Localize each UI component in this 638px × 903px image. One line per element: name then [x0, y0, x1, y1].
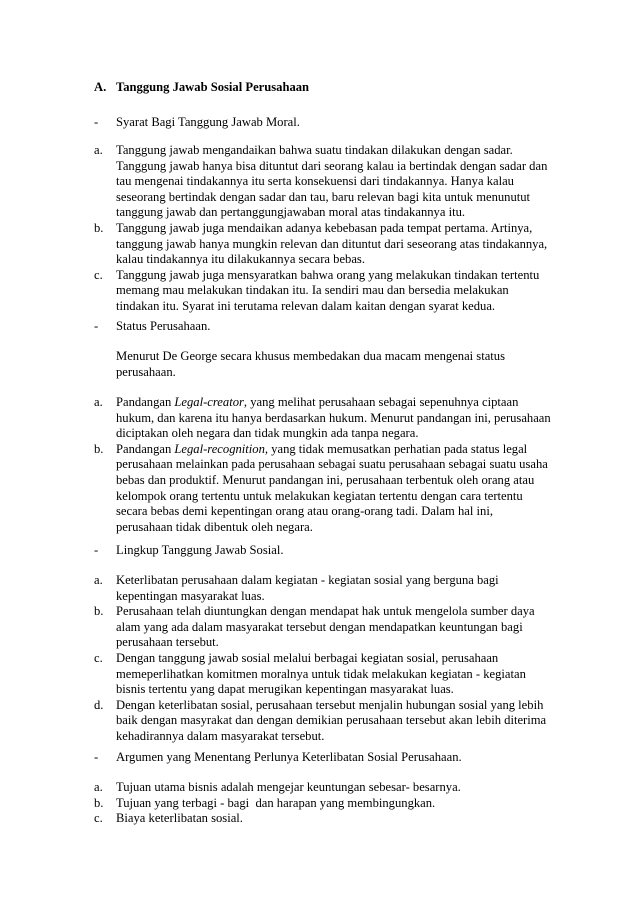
intro-line: perusahaan.: [116, 364, 176, 379]
paragraph-line: bebas dan produktif. Menurut pandangan ini, perusahaan terbentuk oleh orang atau: [116, 473, 535, 487]
paragraph-line: Tujuan utama bisnis adalah mengejar keuntungan sebesar- besarnya.: [116, 780, 461, 794]
paragraph-line: kepentingan masyarakat luas.: [116, 588, 265, 603]
text-suffix: yang tidak memusatkan perhatian pada status legal: [268, 441, 528, 456]
list-marker-b: b.: [94, 604, 104, 619]
paragraph-line: secara bebas demi kepentingan orang atau orang-orang tadi. Dalam hal ini,: [116, 504, 493, 519]
paragraph-line: seseorang bertindak dengan sadar dan tau, baru relevan bagi kita untuk menunutut: [116, 189, 531, 204]
subsection-title-lingkup: Lingkup Tanggung Jawab Sosial.: [116, 543, 284, 557]
section-heading: Tanggung Jawab Sosial Perusahaan: [116, 80, 310, 94]
text-suffix: , yang melihat perusahaan sebagai sepenuhnya ciptaan: [243, 395, 519, 409]
subsection-bullet: -: [94, 115, 99, 129]
paragraph-line: bisnis tertentu yang dapat merugikan kepentingan masyarakat luas.: [116, 682, 454, 697]
paragraph-line: perusahaan melainkan pada perusahaan sebagai suatu perusahaan sebagai suatu usaha: [116, 457, 548, 472]
paragraph-line: Tujuan yang terbagi - bagi dan harapan yang membingungkan.: [116, 795, 436, 810]
paragraph-line: kehadirannya dalam masyarakat tersebut.: [116, 729, 325, 743]
subsection-bullet: -: [94, 750, 99, 764]
intro-line: Menurut De George secara khusus membedakan dua macam mengenai status: [116, 349, 505, 363]
list-marker-b: b.: [94, 795, 104, 810]
paragraph-line: perusahaan tidak dibentuk oleh negara.: [116, 519, 313, 534]
paragraph-line: tanggung jawab dan pertanggungjawaban moral atas tindakannya itu.: [116, 205, 466, 220]
paragraph-line: Dengan tanggung jawab sosial melalui berbagai kegiatan sosial, perusahaan: [116, 651, 499, 665]
paragraph-line: tanggung jawab hanya mungkin relevan dan dituntut dari seseorang atas tindakannya,: [116, 236, 548, 251]
term-legal-creator: Legal-creator: [174, 395, 244, 409]
paragraph-line: Tanggung jawab mengandaikan bahwa suatu tindakan dilakukan dengan sadar.: [116, 143, 513, 157]
paragraph-line: tindakan itu. Syarat ini terutama relevan dalam kaitan dengan syarat kedua.: [116, 299, 496, 313]
list-marker-a: a.: [94, 395, 103, 409]
section-heading-marker: A.: [94, 80, 107, 94]
list-marker-a: a.: [94, 573, 103, 587]
subsection-title-syarat: Syarat Bagi Tanggung Jawab Moral.: [116, 115, 300, 129]
paragraph-line: kelompok orang tertentu untuk melakukan kegiatan tertentu dengan cara tertentu: [116, 488, 523, 503]
list-marker-d: d.: [94, 697, 104, 712]
paragraph-line: alam yang ada dalam masyarakat tersebut dengan mendapatkan keuntungan bagi: [116, 619, 523, 634]
paragraph-line: Tanggung jawab juga mensyaratkan bahwa orang yang melakukan tindakan tertentu: [116, 267, 540, 282]
paragraph-line: Dengan keterlibatan sosial, perusahaan tersebut menjalin hubungan sosial yang lebih: [116, 697, 544, 712]
paragraph-line: tau mengenai tindakannya itu serta konsekuensi dari tindakannya. Hanya kalau: [116, 174, 514, 189]
list-marker-c: c.: [94, 651, 103, 665]
list-marker-a: a.: [94, 143, 103, 157]
paragraph-line: memang mau melakukan tindakan itu. Ia sendiri mau dan bersedia melakukan: [116, 283, 509, 298]
text-prefix: Pandangan: [116, 441, 175, 456]
subsection-title-status: Status Perusahaan.: [116, 319, 211, 333]
term-legal-recognition: Legal-recognition,: [174, 441, 269, 456]
list-marker-a: a.: [94, 780, 103, 794]
paragraph-line: diciptakan oleh negara dan tidak mungkin ada tanpa negara.: [116, 426, 419, 441]
paragraph-line: Keterlibatan perusahaan dalam kegiatan - kegiatan sosial yang berguna bagi: [116, 573, 499, 587]
paragraph-line: Biaya keterlibatan sosial.: [116, 811, 243, 826]
paragraph-line: Perusahaan telah diuntungkan dengan mendapat hak untuk mengelola sumber daya: [116, 604, 535, 619]
paragraph-line: perusahaan tersebut.: [116, 635, 219, 650]
paragraph-line-legal-creator: [116, 395, 518, 411]
paragraph-line: hukum, dan karena itu hanya berdasarkan hukum. Menurut pandangan ini, perusahaan: [116, 410, 551, 425]
subsection-title-argumen: Argumen yang Menentang Perlunya Keterlibatan Sosial Perusahaan.: [116, 750, 462, 764]
paragraph-line: baik dengan masyrakat dan dengan demikian perusahaan tersebut akan lebih diterima: [116, 713, 547, 728]
subsection-bullet: -: [94, 319, 99, 333]
list-marker-c: c.: [94, 267, 103, 282]
subsection-bullet: -: [94, 543, 99, 557]
text-prefix: Pandangan: [116, 395, 175, 409]
paragraph-line: Tanggung jawab juga mendaikan adanya kebebasan pada tempat pertama. Artinya,: [116, 221, 533, 235]
paragraph-line: Tanggung jawab hanya bisa dituntut dari seorang kalau ia bertindak dengan sadar dan: [116, 158, 548, 173]
list-marker-b: b.: [94, 441, 104, 456]
paragraph-line: memeperlihatkan komitmen moralnya untuk tidak melakukan kegiatan - kegiatan: [116, 666, 526, 681]
paragraph-line-legal-recognition: [116, 442, 527, 458]
paragraph-line: kalau tindakannya itu dilakukannya secara bebas.: [116, 252, 365, 267]
list-marker-b: b.: [94, 221, 104, 235]
list-marker-c: c.: [94, 811, 103, 826]
